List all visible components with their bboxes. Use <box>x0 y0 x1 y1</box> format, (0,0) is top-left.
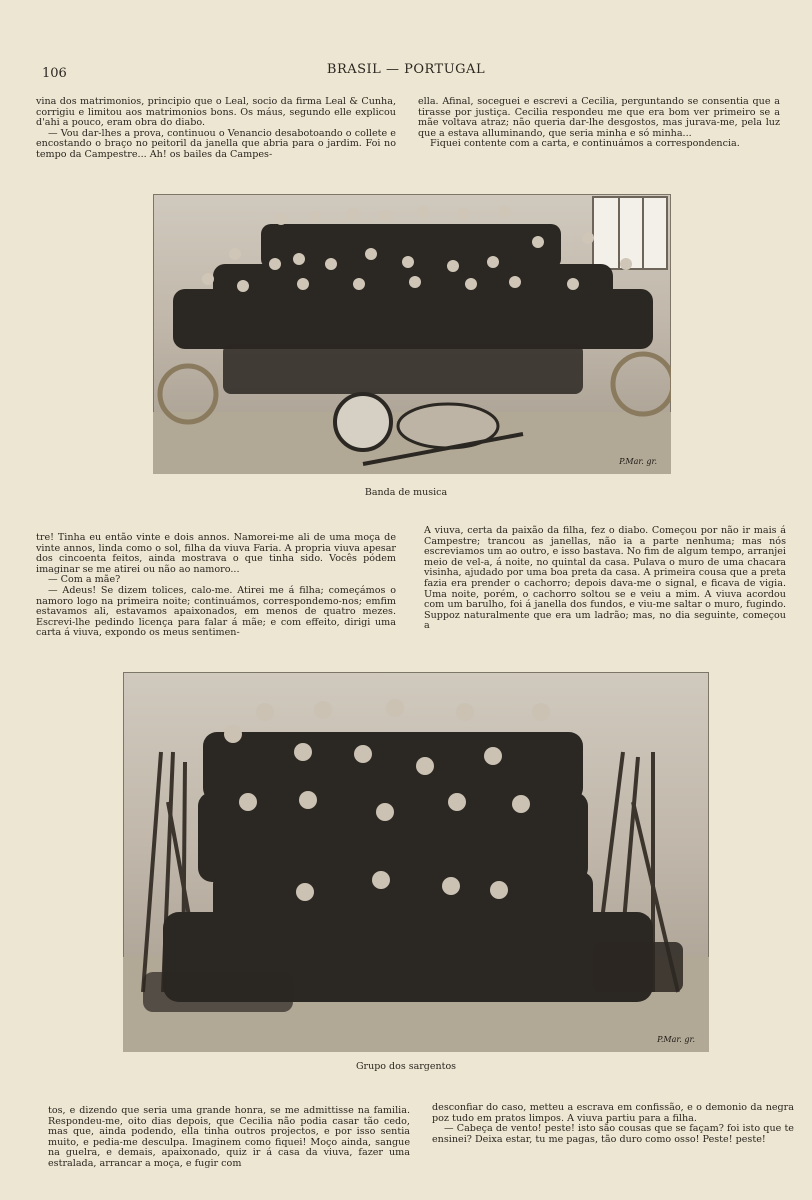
running-title: BRASIL — PORTUGAL <box>326 62 486 77</box>
engraver-signature: P.Mar. gr. <box>657 1035 695 1044</box>
paragraph: desconfiar do caso, metteu a escrava em confissão, e o demonio da negra poz tudo em pratos limpos. A viuva partiu para a filha. <box>432 1102 794 1124</box>
top-right-column <box>418 97 780 150</box>
paragraph: — Com a mãe? <box>48 574 121 586</box>
paragraph: tre! Tinha eu então vinte e dois annos. Namorei-me ali de uma moça de vinte annos, linda como o sol, filha da viuva Faria. A propria viuva apesar dos cincoenta feitos, ainda mostrava o que tinha sido. Vocês pódem imaginar se me atirei ou não ao namoro... <box>36 532 396 575</box>
paragraph: tos, e dizendo que seria uma grande honra, se me admittisse na familia. Respondeu-me, oito dias depois, que Cecilia não podia casar tão cedo, mas que, ainda podendo, ella tinha outros projectos, e por isso sentia muito, e pedia-me desculpa. Imaginem como fiquei! Moço ainda, sangue na guelra, e demais, apaixonado, quiz ir á casa da viuva, fazer uma estralada, arrancar a moça, e fugir com <box>48 1105 410 1169</box>
engraver-signature: P.Mar. gr. <box>619 457 657 466</box>
bottom-left-column <box>48 1106 410 1170</box>
paragraph: — Adeus! Se dizem tolices, calo-me. Atirei me á filha; começámos o namoro logo na primeira noite; continuámos, correspondemo-nos; emfim estavamos ali, estavamos apaixonados, em menos de quatro mezes. Escrevi-lhe pedindo licença para falar á mãe; e com effeito, dirigi uma carta á viuva, expondo os meus sentimen- <box>36 584 396 639</box>
top-left-column <box>36 97 396 161</box>
sergeants-photo <box>123 672 709 1052</box>
bottom-right-column <box>432 1103 794 1145</box>
figure-caption: Banda de musica <box>364 487 448 498</box>
band-photo <box>153 194 671 474</box>
paragraph: A viuva, certa da paixão da filha, fez o diabo. Começou por não ir mais á Campestre; trancou as janellas, não ia a parte nenhuma; mas nós escreviamos um ao outro, e isso bastava. No fim de algum tempo, arranjei meio de vel-a, á noite, no quintal da casa. Pulava o muro de uma chacara visinha, ajudado por uma boa preta da casa. A primeira cousa que a preta fazia era prender o cachorro; depois dava-me o signal, e ficava de vigia. Uma noite, porém, o cachorro soltou se e veiu a mim. A viuva acordou com um barulho, foi á janella dos fundos, e viu-me saltar o muro, fugindo. Suppoz naturalmente que era um ladrão; mas, no dia seguinte, começou a <box>424 525 786 632</box>
paragraph: vina dos matrimonios, principio que o Leal, socio da firma Leal & Cunha, corrigiu e limitou aos matrimonios bons. Os máus, segundo elle explicou d'ahi a pouco, eram obra do diabo. <box>36 96 396 129</box>
paragraph: — Vou dar-lhes a prova, continuou o Venancio desabotoando o collete e encostando o braço no peitoril da janella que abria para o jardim. Foi no tempo da Campestre... Ah! os bailes da Campes- <box>36 127 396 160</box>
figure-caption: Grupo dos sargentos <box>355 1061 457 1072</box>
paragraph: ella. Afinal, soceguei e escrevi a Cecilia, perguntando se consentia que a tirasse por justiça. Cecilia respondeu me que era bom ver primeiro se a mãe voltava atraz; não queria dar-lhe desgostos, mas jurava-me, pela luz que a estava alluminando, que seria minha e só minha... <box>418 96 780 139</box>
paragraph: Fiquei contente com a carta, e continuámos a correspondencia. <box>430 138 740 150</box>
band-group-illustration <box>153 194 671 474</box>
sergeants-group-illustration <box>123 672 709 1052</box>
middle-left-column <box>36 533 396 639</box>
paragraph: — Cabeça de vento! peste! isto são cousas que se façam? foi isto que te ensinei? Deixa estar, tu me pagas, tão duro como osso! Peste! peste! <box>432 1123 794 1145</box>
middle-right-column <box>424 526 786 632</box>
page-number: 106 <box>42 66 67 81</box>
